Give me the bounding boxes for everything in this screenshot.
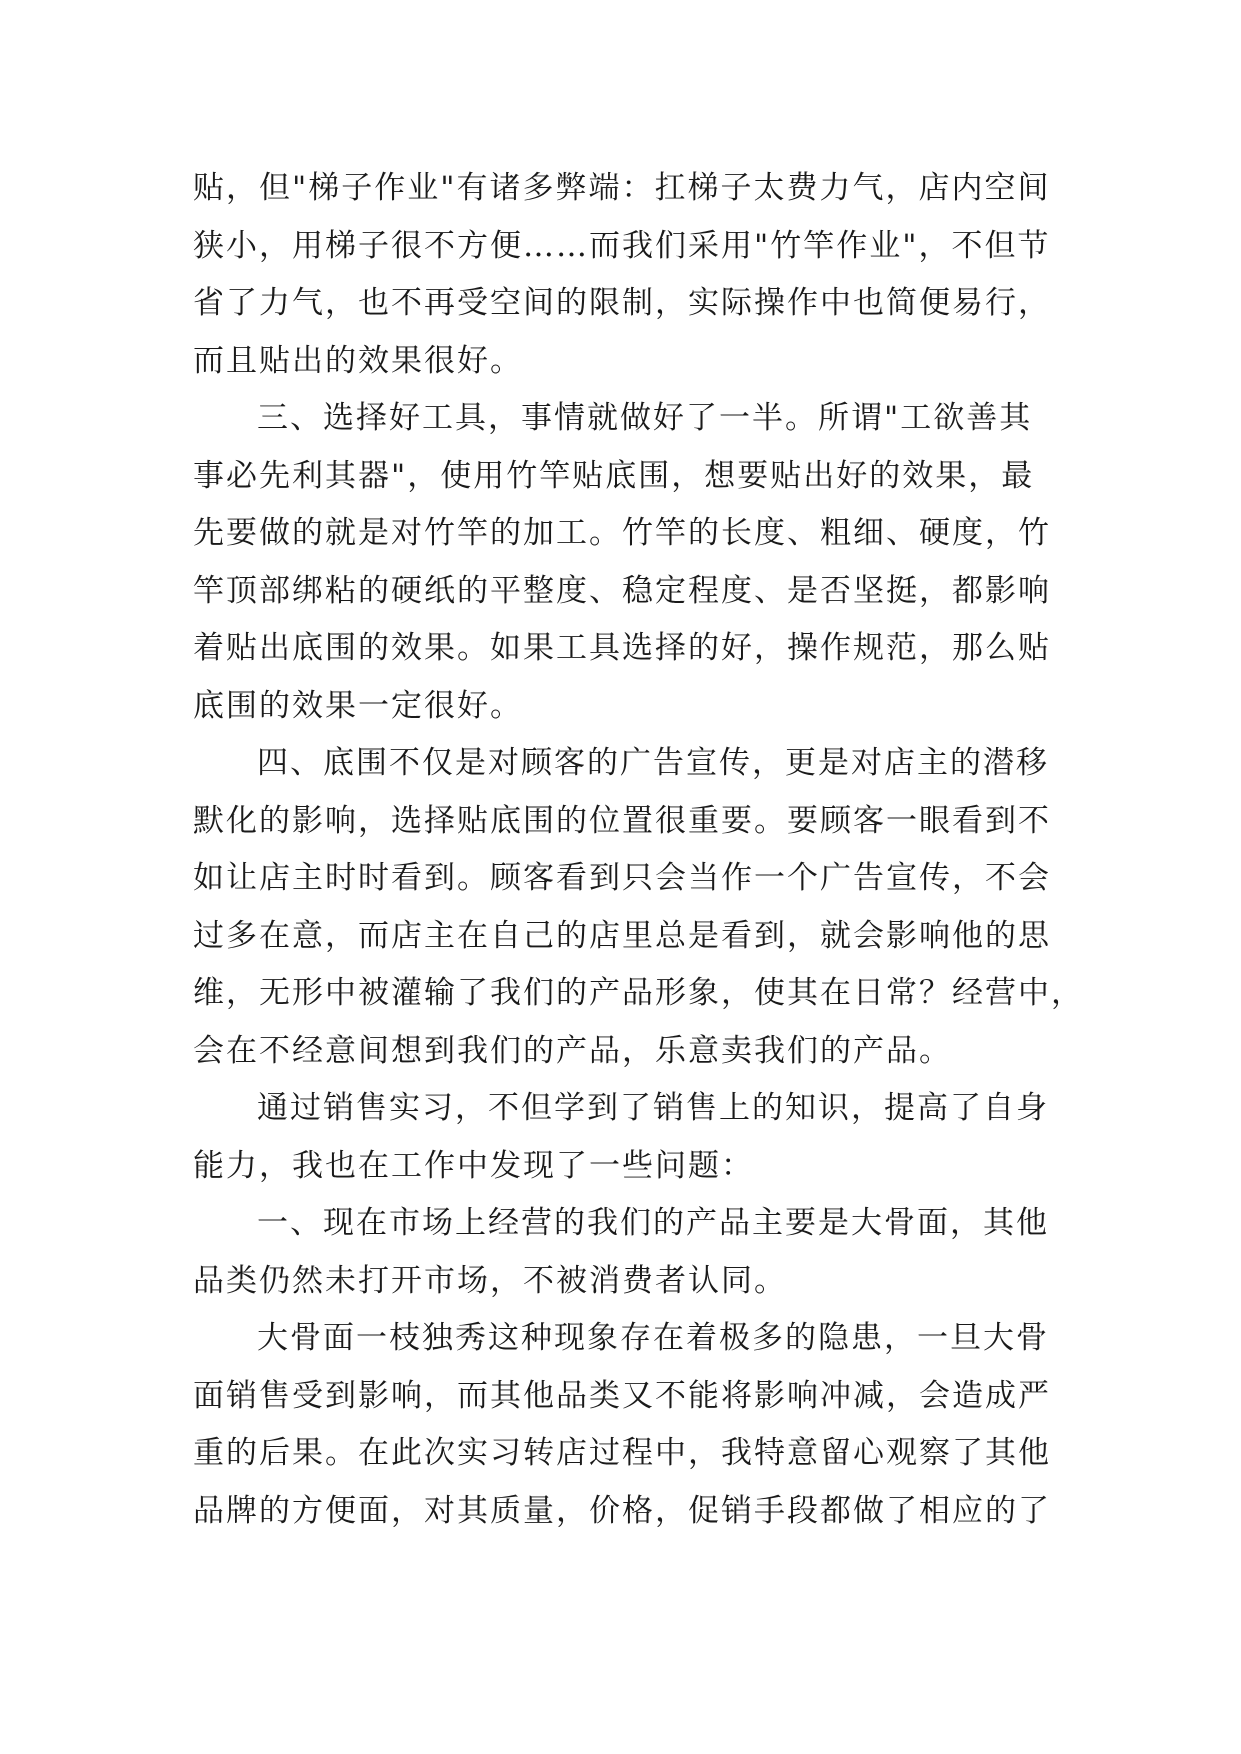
text-line: 品牌的方便面，对其质量，价格，促销手段都做了相应的了 xyxy=(193,1492,1051,1529)
paragraph-start-line: 一、现在市场上经营的我们的产品主要是大骨面，其他 xyxy=(257,1205,1049,1241)
text-line: 竿顶部绑粘的硬纸的平整度、稳定程度、是否坚挺，都影响 xyxy=(193,572,1051,609)
paragraph-start-line: 通过销售实习，不但学到了销售上的知识，提高了自身 xyxy=(257,1090,1049,1126)
text-line: 过多在意，而店主在自己的店里总是看到，就会影响他的思 xyxy=(193,917,1051,954)
text-line: 会在不经意间想到我们的产品，乐意卖我们的产品。 xyxy=(193,1032,952,1069)
text-line: 重的后果。在此次实习转店过程中，我特意留心观察了其他 xyxy=(193,1435,1051,1471)
text-line: 狭小，用梯子很不方便……而我们采用"竹竿作业"，不但节 xyxy=(193,227,1051,264)
text-line: 维，无形中被灌输了我们的产品形象，使其在日常？经营中， xyxy=(193,975,1084,1011)
text-line: 而且贴出的效果很好。 xyxy=(193,342,523,379)
text-line: 默化的影响，选择贴底围的位置很重要。要顾客一眼看到不 xyxy=(193,802,1051,839)
text-line: 着贴出底围的效果。如果工具选择的好，操作规范，那么贴 xyxy=(193,630,1051,666)
body-text xyxy=(193,160,1084,1540)
text-line: 贴，但"梯子作业"有诸多弊端：扛梯子太费力气，店内空间 xyxy=(193,170,1051,206)
text-line: 面销售受到影响，而其他品类又不能将影响冲减，会造成严 xyxy=(193,1377,1051,1414)
text-line: 先要做的就是对竹竿的加工。竹竿的长度、粗细、硬度，竹 xyxy=(193,515,1051,551)
text-line: 省了力气，也不再受空间的限制，实际操作中也简便易行， xyxy=(193,285,1051,321)
paragraph-start-line: 四、底围不仅是对顾客的广告宣传，更是对店主的潜移 xyxy=(257,745,1049,781)
text-line: 事必先利其器"，使用竹竿贴底围，想要贴出好的效果，最 xyxy=(193,457,1035,494)
text-line: 底围的效果一定很好。 xyxy=(193,687,523,724)
text-line: 如让店主时时看到。顾客看到只会当作一个广告宣传，不会 xyxy=(193,860,1051,896)
paragraph-start-line: 大骨面一枝独秀这种现象存在着极多的隐患，一旦大骨 xyxy=(257,1320,1049,1356)
paragraph-start-line: 三、选择好工具，事情就做好了一半。所谓"工欲善其 xyxy=(257,400,1033,436)
text-line: 能力，我也在工作中发现了一些问题： xyxy=(193,1147,754,1184)
text-line: 品类仍然未打开市场，不被消费者认同。 xyxy=(193,1262,787,1299)
